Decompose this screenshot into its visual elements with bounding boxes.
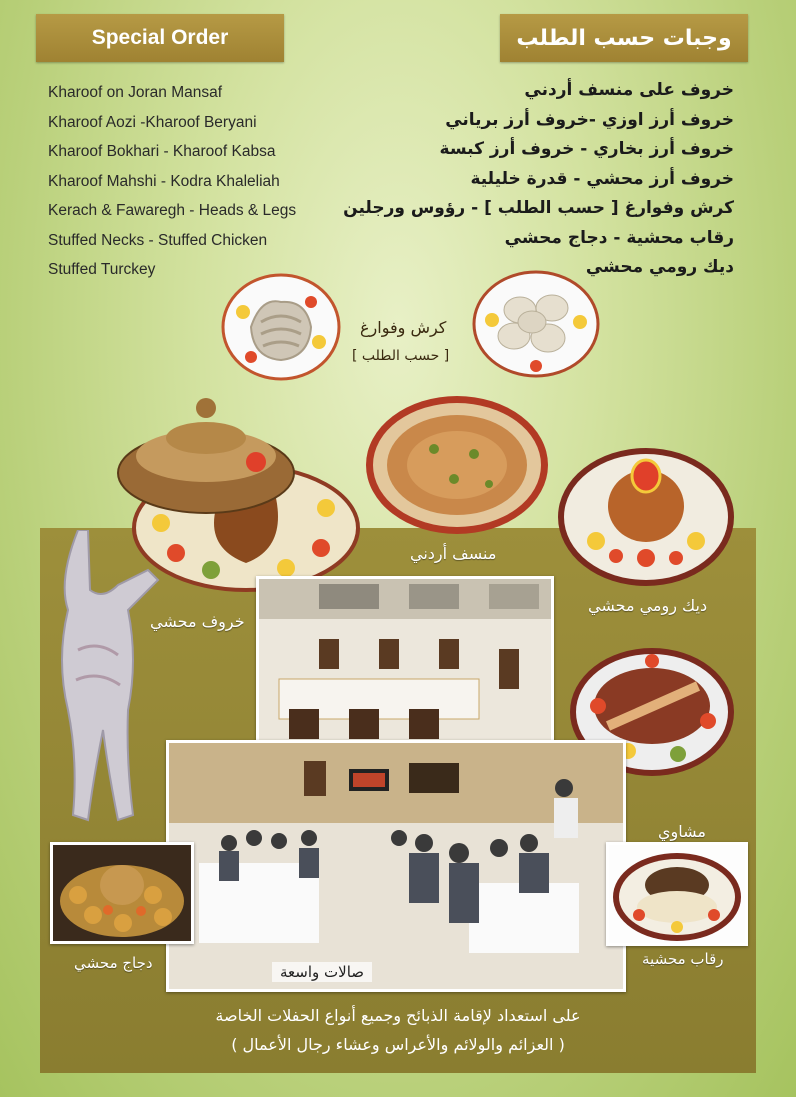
- grill-caption: مشاوي: [658, 822, 706, 841]
- stuffed-necks-photo: [606, 842, 748, 946]
- kersh-plate-image: [221, 272, 341, 382]
- dining-hall-photo-2: [166, 740, 626, 992]
- footer-line-1: على استعداد لإقامة الذبائح وجميع أنواع الحفلات الخاصة: [215, 1006, 581, 1025]
- list-item: خروف أرز محشي - قدرة خليلية: [470, 168, 734, 189]
- list-item: رقاب محشية - دجاج محشي: [504, 227, 734, 248]
- list-item: Kharoof Aozi -Kharoof Beryani: [48, 113, 257, 131]
- turkey-plate-image: [556, 446, 736, 588]
- list-item: Stuffed Turckey: [48, 261, 156, 278]
- mansaf-plate-image: [364, 394, 550, 536]
- kersh-caption-note: [ حسب الطلب ]: [352, 348, 450, 364]
- footer-line-2: ( العزائم والولائم والأعراس وعشاء رجال الأعمال ): [231, 1035, 565, 1054]
- stuffed-chicken-photo: [50, 842, 194, 944]
- chicken-caption: دجاج محشي: [74, 954, 153, 972]
- list-item: Kharoof on Joran Mansaf: [48, 84, 223, 101]
- halls-caption: صالات واسعة: [272, 962, 372, 982]
- necks-caption: رقاب محشية: [642, 950, 724, 968]
- list-item: خروف أرز بخاري - خروف أرز كبسة: [439, 139, 734, 159]
- english-menu-list: [48, 78, 296, 285]
- list-item: خروف على منسف أردني: [524, 80, 734, 100]
- mansaf-caption: منسف أردني: [410, 544, 497, 563]
- necks-plate-top-image: [472, 270, 600, 378]
- special-order-header: Special Order: [36, 14, 284, 62]
- stuffed-lamb-image: [48, 530, 160, 822]
- dining-hall-photo-1: [256, 576, 554, 744]
- list-item: Kerach & Fawaregh - Heads & Legs: [48, 202, 297, 219]
- list-item: كرش وفوارغ [ حسب الطلب ] - رؤوس ورجلين: [343, 198, 734, 218]
- arabic-header: وجبات حسب الطلب: [500, 14, 748, 62]
- list-item: ديك رومي محشي: [585, 257, 734, 277]
- kersh-caption: كرش وفوارغ: [360, 318, 447, 337]
- arabic-menu-list: [343, 76, 734, 283]
- list-item: Kharoof Bokhari - Kharoof Kabsa: [48, 143, 276, 160]
- list-item: Stuffed Necks - Stuffed Chicken: [48, 231, 268, 249]
- stuffed-lamb-caption: خروف محشي: [150, 612, 245, 631]
- turkey-caption: ديك رومي محشي: [588, 596, 708, 615]
- list-item: Kharoof Mahshi - Kodra Khaleliah: [48, 172, 280, 190]
- list-item: خروف أرز اوزي -خروف أرز برياني: [445, 109, 734, 130]
